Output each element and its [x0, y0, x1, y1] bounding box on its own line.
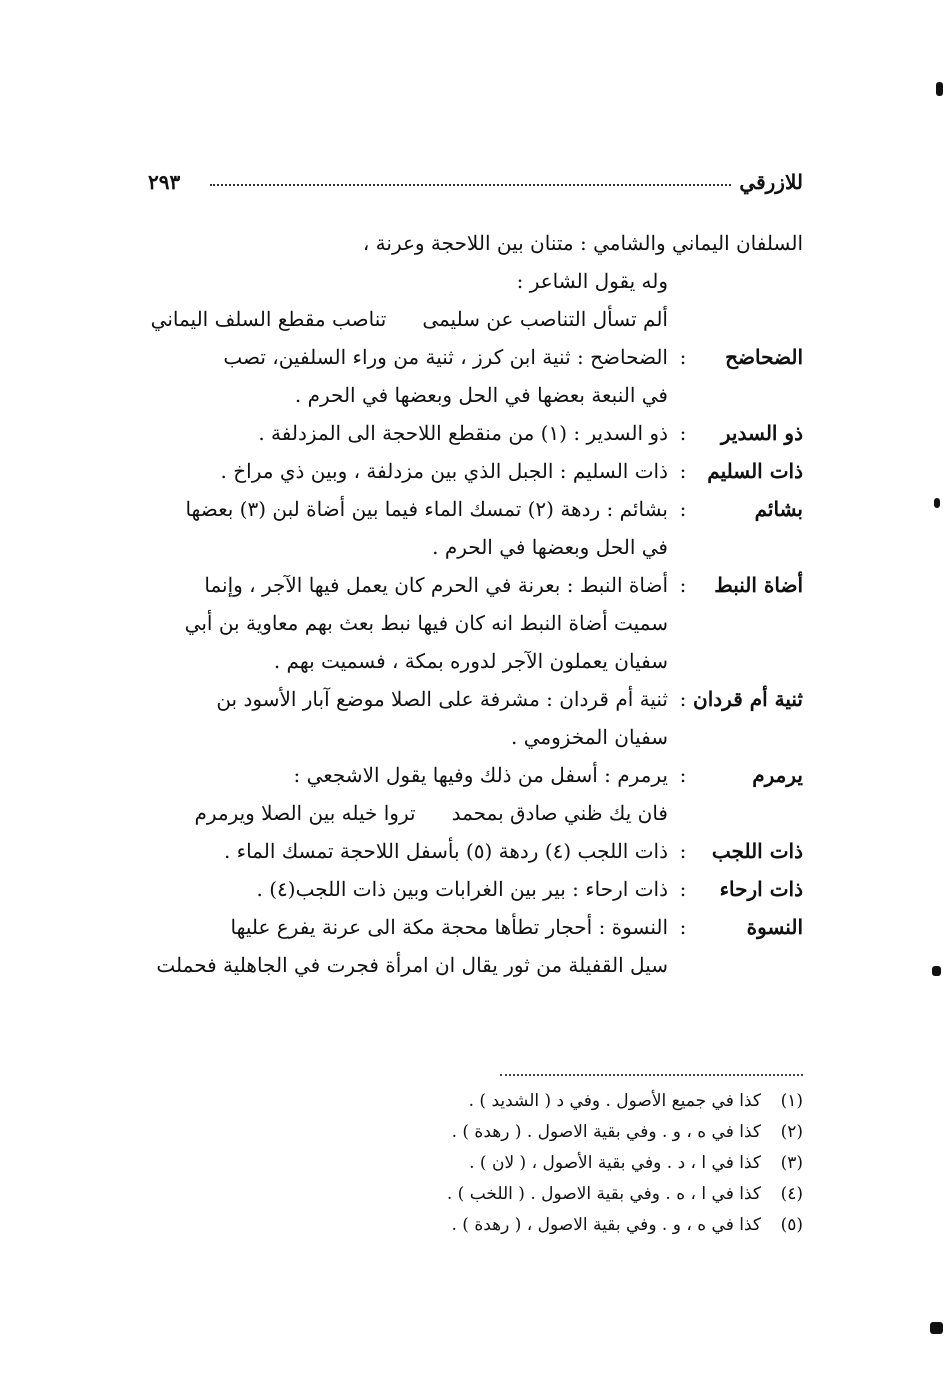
- footnote-separator: [500, 1074, 803, 1076]
- footnote-number: (٥): [780, 1215, 803, 1235]
- scan-mark: [930, 1322, 943, 1334]
- verse: [148, 794, 803, 832]
- entry-line: في النبعة بعضها في الحل وبعضها في الحرم .: [294, 383, 668, 407]
- entry-separator: :: [679, 763, 687, 787]
- verse-second-hemistich: تناصب مقطع السلف اليماني: [150, 307, 387, 331]
- entry-separator: :: [679, 687, 687, 711]
- scan-mark: [934, 498, 940, 508]
- entry-term: يرمرم: [752, 763, 803, 787]
- entry-dhu-al-sudayr: [148, 414, 803, 452]
- entry-term: أضاة النبط: [714, 573, 803, 597]
- entry-term: ذو السدير: [720, 421, 803, 445]
- entry-separator: :: [679, 497, 687, 521]
- footnote-text: كذا في ا ، ه . وفي بقية الاصول . ( اللخب ) .: [446, 1184, 761, 1204]
- entry-line: يرمرم : أسفل من ذلك وفيها يقول الاشجعي :: [293, 763, 668, 787]
- footnote-text: كذا في ه ، و . وفي بقية الاصول ، ( رهدة ) .: [451, 1215, 761, 1235]
- entry-term: ذات ارحاء: [719, 877, 803, 901]
- entry-line: أضاة النبط : بعرنة في الحرم كان يعمل فيها الآجر ، وإنما: [204, 573, 668, 597]
- running-title: للازرقي: [739, 170, 803, 194]
- entry-term: ثنية أم قردان: [693, 687, 803, 711]
- entry-line: في الحل وبعضها في الحرم .: [432, 535, 668, 559]
- entry-term: الضحاضح: [725, 345, 803, 369]
- footnote: [300, 1117, 803, 1148]
- entry-line: وله يقول الشاعر :: [516, 269, 668, 293]
- entry-line: السلفان اليماني والشامي : متنان بين اللاحجة وعرنة ،: [362, 231, 803, 255]
- entry-definition: [148, 680, 668, 756]
- entry-separator: :: [679, 421, 687, 445]
- dotted-leader: [210, 184, 731, 186]
- entry-dhat-al-salim: [148, 452, 803, 490]
- entry-line: ذات اللجب (٤) ردهة (٥) بأسفل اللاحجة تمسك الماء .: [223, 839, 668, 863]
- scan-mark: [932, 966, 941, 976]
- entry-dhat-al-lajab: [148, 832, 803, 870]
- entry-salafan: [148, 224, 803, 262]
- entry-line: سفيان يعملون الآجر لدوره بمكة ، فسميت بهم .: [273, 649, 668, 673]
- entry-line: ذات ارحاء : بير بين الغرابات وبين ذات اللجب(٤) .: [256, 877, 668, 901]
- entry-separator: :: [679, 915, 687, 939]
- footnote-text: كذا في ه ، و . وفي بقية الاصول . ( رهدة ) .: [451, 1122, 761, 1142]
- entry-bashaim: [148, 490, 803, 566]
- footnote-number: (٣): [780, 1153, 803, 1173]
- entry-term: ذات اللجب: [711, 839, 803, 863]
- footnotes: [300, 1086, 803, 1241]
- entry-line: ذات السليم : الجبل الذي بين مزدلفة ، وبين ذي مراخ .: [220, 459, 668, 483]
- entry-adat-al-nabat: [148, 566, 803, 680]
- verse-first-hemistich: ألم تسأل التناصب عن سليمى: [422, 307, 668, 331]
- entry-al-niswa: [148, 908, 803, 984]
- entry-separator: :: [679, 345, 687, 369]
- entry-separator: :: [679, 573, 687, 597]
- entry-line: النسوة : أحجار تطأها محجة مكة الى عرنة يفرع عليها: [230, 915, 668, 939]
- footnote-number: (١): [780, 1091, 803, 1111]
- entry-line: سيل القفيلة من ثور يقال ان امرأة فجرت في الجاهلية فحملت: [156, 953, 668, 977]
- entry-line: الضحاضح : ثنية ابن كرز ، ثنية من وراء السلفين، تصب: [223, 345, 668, 369]
- entries-list: [148, 224, 803, 984]
- entry-term: ذات السليم: [707, 459, 803, 483]
- entry-dahadih: [148, 338, 803, 414]
- entry-dhat-arhaa: [148, 870, 803, 908]
- verse-first-hemistich: فان يك ظني صادق بمحمد: [451, 801, 668, 825]
- footnote: [300, 1086, 803, 1117]
- entry-definition: [148, 490, 668, 566]
- footnote-text: كذا في جميع الأصول . وفي د ( الشديد ) .: [468, 1091, 761, 1111]
- entry-line: سفيان المخزومي .: [511, 725, 668, 749]
- page-number: ٢٩٣: [148, 170, 181, 194]
- verse-second-hemistich: تروا خيله بين الصلا ويرمرم: [194, 801, 416, 825]
- entry-definition: [148, 566, 668, 680]
- entry-term: النسوة: [746, 915, 803, 939]
- page-header: [148, 170, 803, 200]
- footnote-number: (٤): [780, 1184, 803, 1204]
- verse: [148, 300, 803, 338]
- entry-line: بشائم : ردهة (٢) تمسك الماء فيما بين أضاة لبن (٣) بعضها: [185, 497, 668, 521]
- entry-separator: :: [679, 459, 687, 483]
- scan-mark: [936, 82, 943, 96]
- entry-definition: [148, 338, 668, 414]
- entry-separator: :: [679, 839, 687, 863]
- entry-yaramram: [148, 756, 803, 794]
- footnote-text: كذا في ا ، د . وفي بقية الأصول ، ( لان ) .: [469, 1153, 761, 1173]
- footnote: [300, 1210, 803, 1241]
- entry-separator: :: [679, 877, 687, 901]
- entry-thaniyat-umm-qurdan: [148, 680, 803, 756]
- entry-definition: [148, 908, 668, 984]
- entry-line: سميت أضاة النبط انه كان فيها نبط بعث بهم معاوية بن أبي: [184, 611, 668, 635]
- entry-term: بشائم: [754, 497, 803, 521]
- footnote: [300, 1179, 803, 1210]
- entry-line: ذو السدير : (١) من منقطع اللاحجة الى المزدلفة .: [258, 421, 668, 445]
- footnote: [300, 1148, 803, 1179]
- footnote-number: (٢): [780, 1122, 803, 1142]
- entry-line: ثنية أم قردان : مشرفة على الصلا موضع آبار الأسود بن: [216, 687, 668, 711]
